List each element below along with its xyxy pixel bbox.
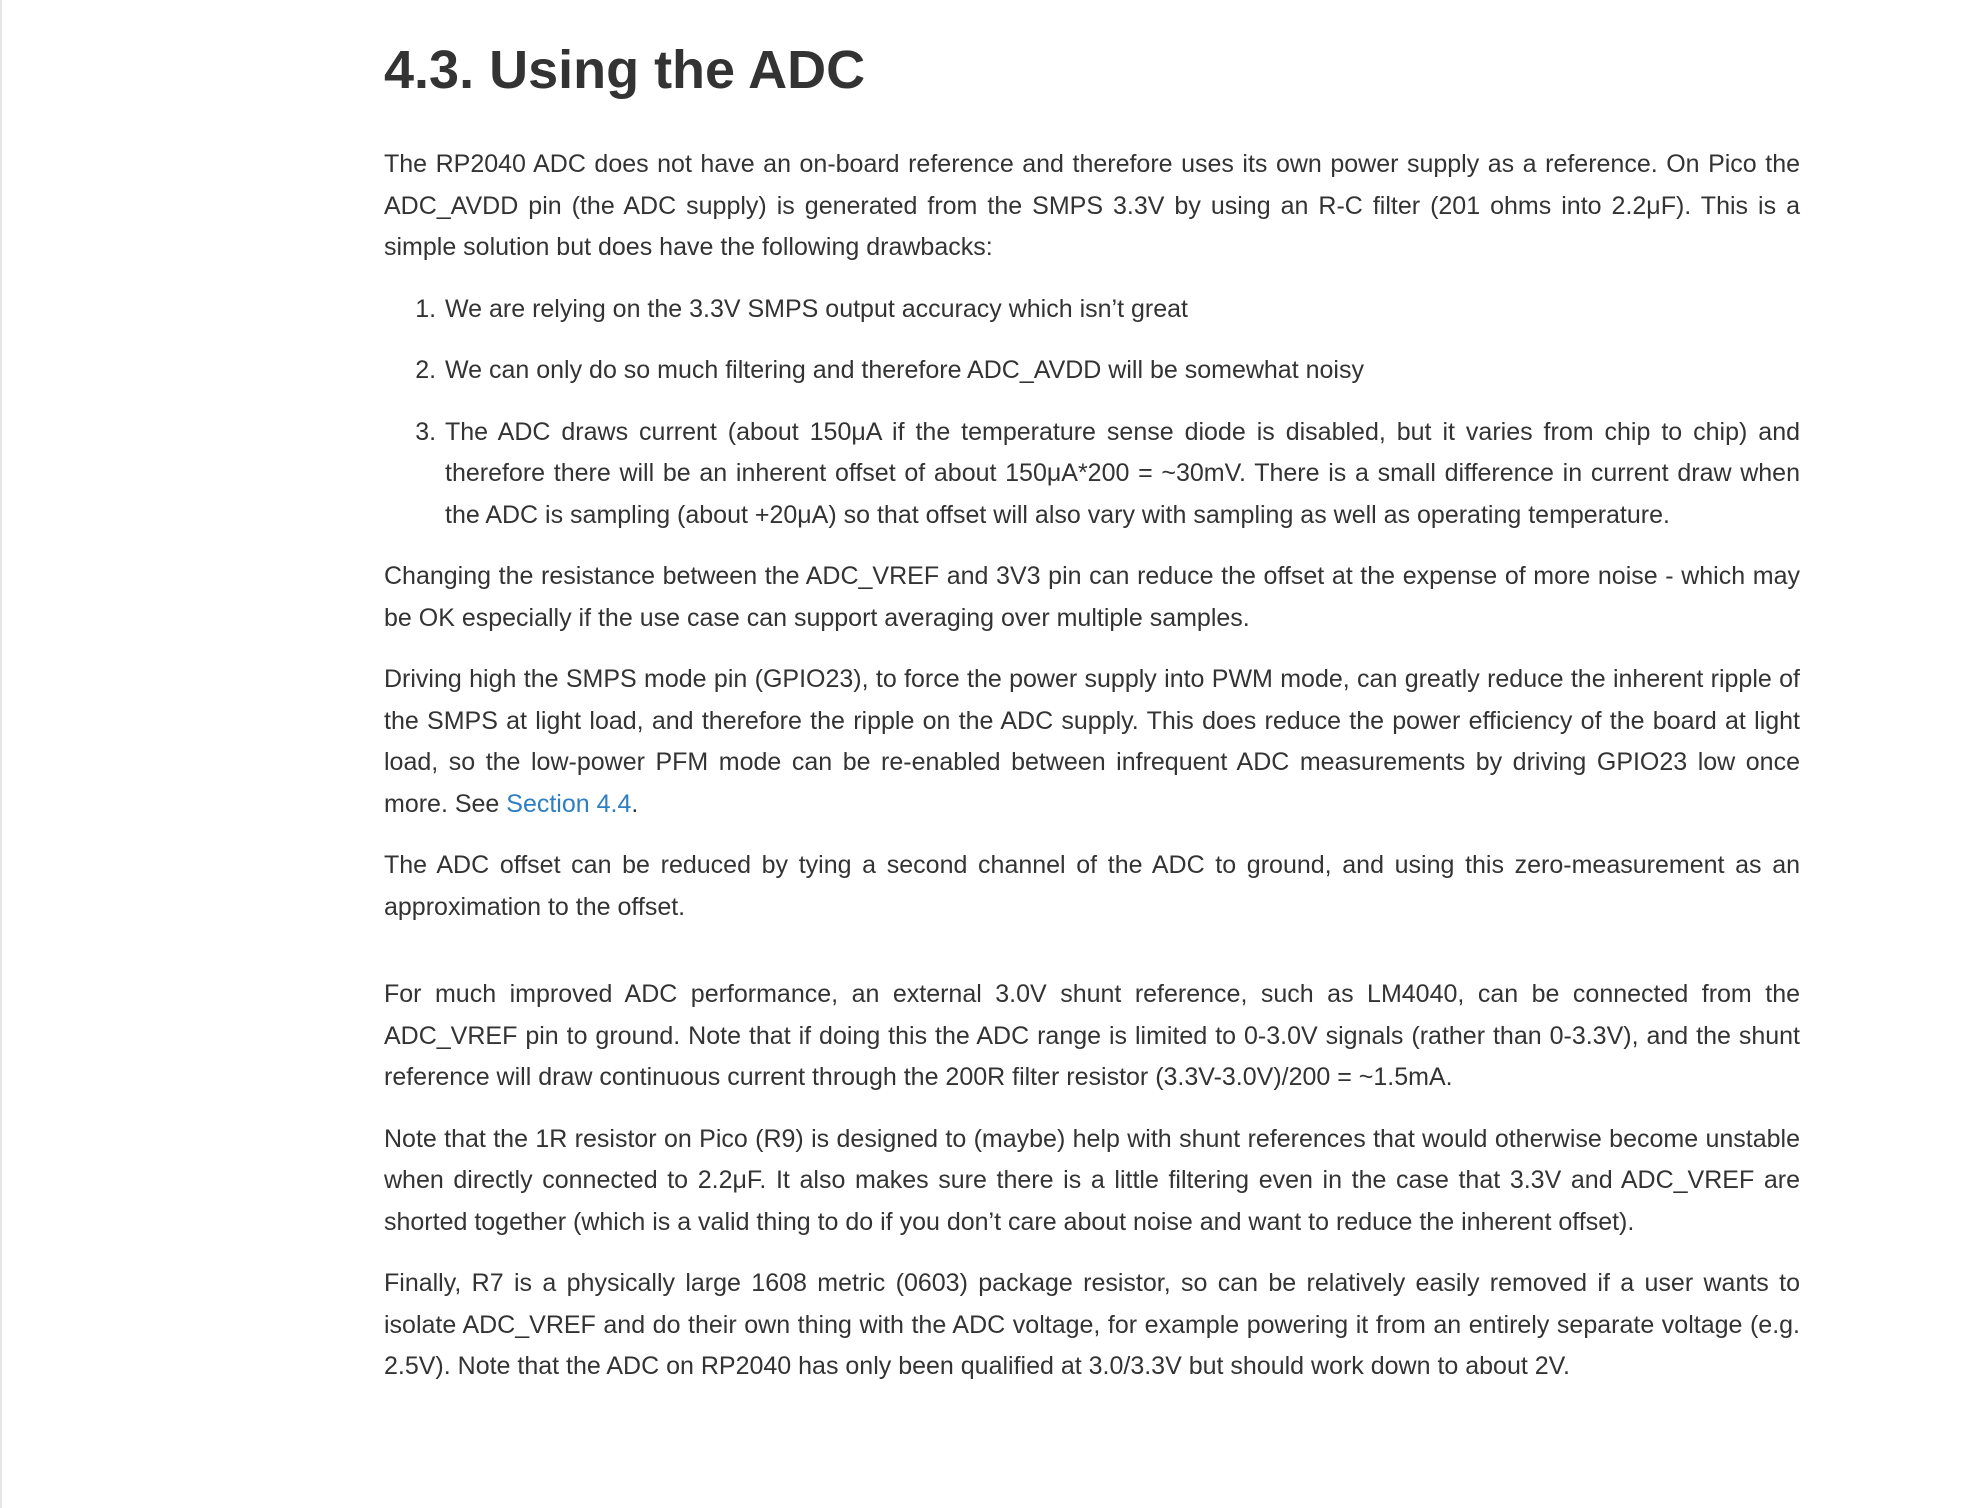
resistance-paragraph: Changing the resistance between the ADC_VREF and 3V3 pin can reduce the offset at the expense of more noise - which may be OK especially if the use case can support averaging over multiple samples. [384, 562, 1800, 632]
list-item: 2. We can only do so much filtering and therefore ADC_AVDD will be somewhat noisy [443, 350, 1800, 392]
list-item: 3. The ADC draws current (about 150μA if the temperature sense diode is disabled, but it varies from chip to chip) and therefore there will be an inherent offset of about 150μA*200 = ~30mV. There is a small difference in current draw when the ADC is sampling (about +20μA) so that offset will also vary with sampling as well as operating temperature. [443, 412, 1800, 537]
document-section [384, 30, 1800, 1408]
intro-paragraph: The RP2040 ADC does not have an on-board reference and therefore uses its own power supply as a reference. On Pico the ADC_AVDD pin (the ADC supply) is generated from the SMPS 3.3V by using an R-C filter (201 ohms into 2.2μF). This is a simple solution but does have the following drawbacks: [384, 150, 1800, 261]
list-item: 1. We are relying on the 3.3V SMPS output accuracy which isn’t great [443, 289, 1800, 331]
offset-paragraph: The ADC offset can be reduced by tying a second channel of the ADC to ground, and using this zero-measurement as an approximation to the offset. [384, 851, 1800, 921]
smps-mode-text: Driving high the SMPS mode pin (GPIO23), to force the power supply into PWM mode, can greatly reduce the inherent ripple of the SMPS at light load, and therefore the ripple on the ADC supply. This does reduce the power efficiency of the board at light load, so the low-power PFM mode can be re-enabled between infrequent ADC measurements by driving GPIO23 low once more. See [384, 665, 1800, 818]
r7-paragraph: Finally, R7 is a physically large 1608 metric (0603) package resistor, so can be relatively easily removed if a user wants to isolate ADC_VREF and do their own thing with the ADC voltage, for example powering it from an entirely separate voltage (e.g. 2.5V). Note that the ADC on RP2040 has only been qualified at 3.0/3.3V but should work down to about 2V. [384, 1269, 1800, 1380]
shunt-reference-paragraph: For much improved ADC performance, an external 3.0V shunt reference, such as LM4040, can be connected from the ADC_VREF pin to ground. Note that if doing this the ADC range is limited to 0-3.0V signals (rather than 0-3.3V), and the shunt reference will draw continuous current through the 200R filter resistor (3.3V-3.0V)/200 = ~1.5mA. [384, 980, 1800, 1091]
drawbacks-list [384, 289, 1800, 537]
section-4-4-link[interactable]: Section 4.4 [506, 789, 632, 818]
section-heading: 4.3. Using the ADC [384, 40, 866, 100]
r9-paragraph: Note that the 1R resistor on Pico (R9) is designed to (maybe) help with shunt references that would otherwise become unstable when directly connected to 2.2μF. It also makes sure there is a little filtering even in the case that 3.3V and ADC_VREF are shorted together (which is a valid thing to do if you don’t care about noise and want to reduce the inherent offset). [384, 1124, 1800, 1236]
smps-mode-period: . [631, 789, 639, 818]
smps-mode-paragraph [384, 659, 1800, 825]
page-left-border [0, 0, 2, 1508]
